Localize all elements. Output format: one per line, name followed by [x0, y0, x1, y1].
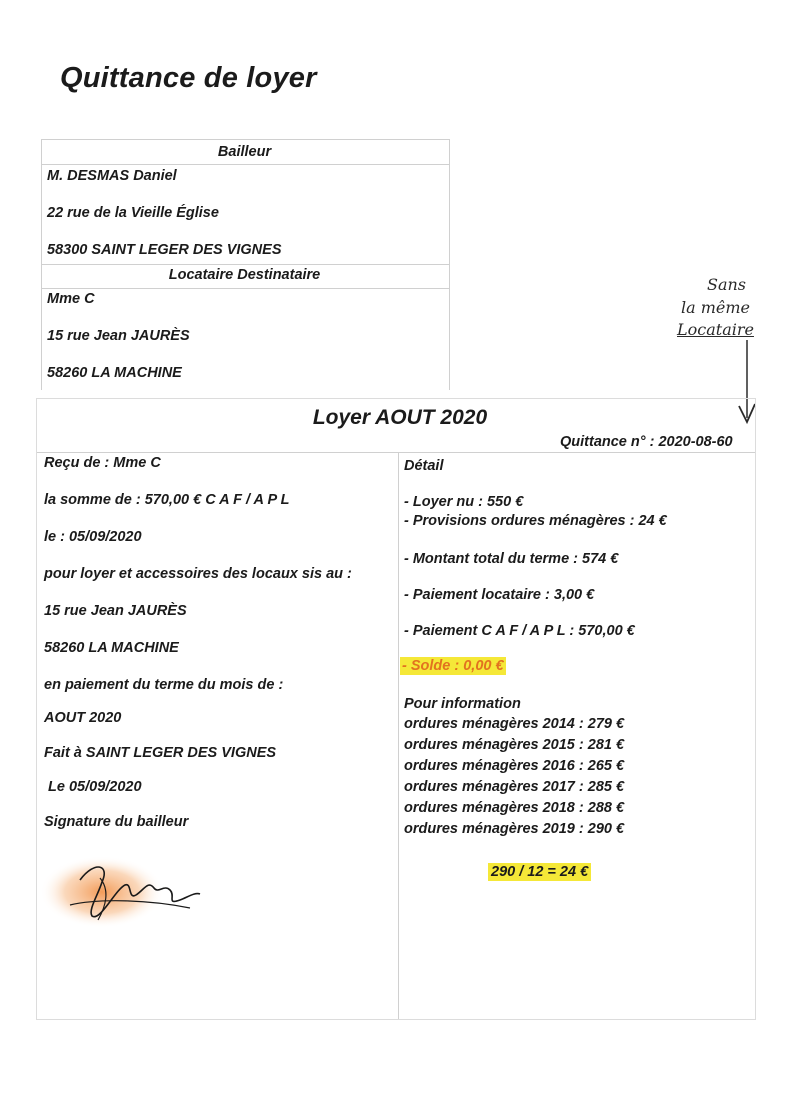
- annotation-line3: Locataire: [677, 320, 754, 339]
- premises-line: pour loyer et accessoires des locaux sis au :: [44, 566, 352, 582]
- detail-caf-payment: - Paiement C A F / A P L : 570,00 €: [404, 623, 635, 639]
- annotation-line1: Sans: [707, 275, 747, 294]
- locataire-address-line1: 15 rue Jean JAURÈS: [47, 328, 190, 344]
- info-line-2015: ordures ménagères 2015 : 281 €: [404, 737, 625, 753]
- signature-label: Signature du bailleur: [44, 814, 189, 830]
- detail-header: Détail: [404, 458, 444, 474]
- date-line: le : 05/09/2020: [44, 529, 142, 545]
- received-from: Reçu de : Mme C: [44, 455, 161, 471]
- bailleur-header: Bailleur: [217, 144, 272, 160]
- detail-tenant-payment: - Paiement locataire : 3,00 €: [404, 587, 595, 603]
- info-line-2019: ordures ménagères 2019 : 290 €: [404, 821, 625, 837]
- locataire-name: Mme C: [47, 291, 95, 307]
- premises-address2: 58260 LA MACHINE: [44, 640, 179, 656]
- amount-line: la somme de : 570,00 € C A F / A P L: [44, 492, 290, 508]
- locataire-address-line2: 58260 LA MACHINE: [47, 365, 182, 381]
- info-line-2014: ordures ménagères 2014 : 279 €: [404, 716, 625, 732]
- info-line-2017: ordures ménagères 2017 : 285 €: [404, 779, 625, 795]
- receipt-title: Loyer AOUT 2020: [312, 406, 488, 429]
- detail-balance: - Solde : 0,00 €: [402, 658, 504, 674]
- premises-address1: 15 rue Jean JAURÈS: [44, 603, 187, 619]
- receipt-number: Quittance n° : 2020-08-60: [560, 434, 733, 450]
- info-header: Pour information: [404, 696, 521, 712]
- annotation-line2: la même: [681, 298, 751, 317]
- place-line: Fait à SAINT LEGER DES VIGNES: [44, 745, 277, 761]
- detail-total: - Montant total du terme : 574 €: [404, 551, 619, 567]
- bailleur-address-line2: 58300 SAINT LEGER DES VIGNES: [47, 242, 282, 258]
- locataire-header: Locataire Destinataire: [168, 267, 321, 283]
- bailleur-name: M. DESMAS Daniel: [47, 168, 177, 184]
- bailleur-address-line1: 22 rue de la Vieille Église: [47, 205, 219, 221]
- detail-rent: - Loyer nu : 550 €: [404, 494, 524, 510]
- signing-date: Le 05/09/2020: [44, 779, 142, 795]
- info-line-2016: ordures ménagères 2016 : 265 €: [404, 758, 625, 774]
- payment-term-line: en paiement du terme du mois de :: [44, 677, 284, 693]
- signature-icon: [40, 850, 210, 930]
- calculation-note: 290 / 12 = 24 €: [488, 863, 591, 881]
- detail-provisions: - Provisions ordures ménagères : 24 €: [404, 513, 667, 529]
- info-line-2018: ordures ménagères 2018 : 288 €: [404, 800, 625, 816]
- document-title: Quittance de loyer: [60, 62, 317, 94]
- payment-month: AOUT 2020: [44, 710, 122, 726]
